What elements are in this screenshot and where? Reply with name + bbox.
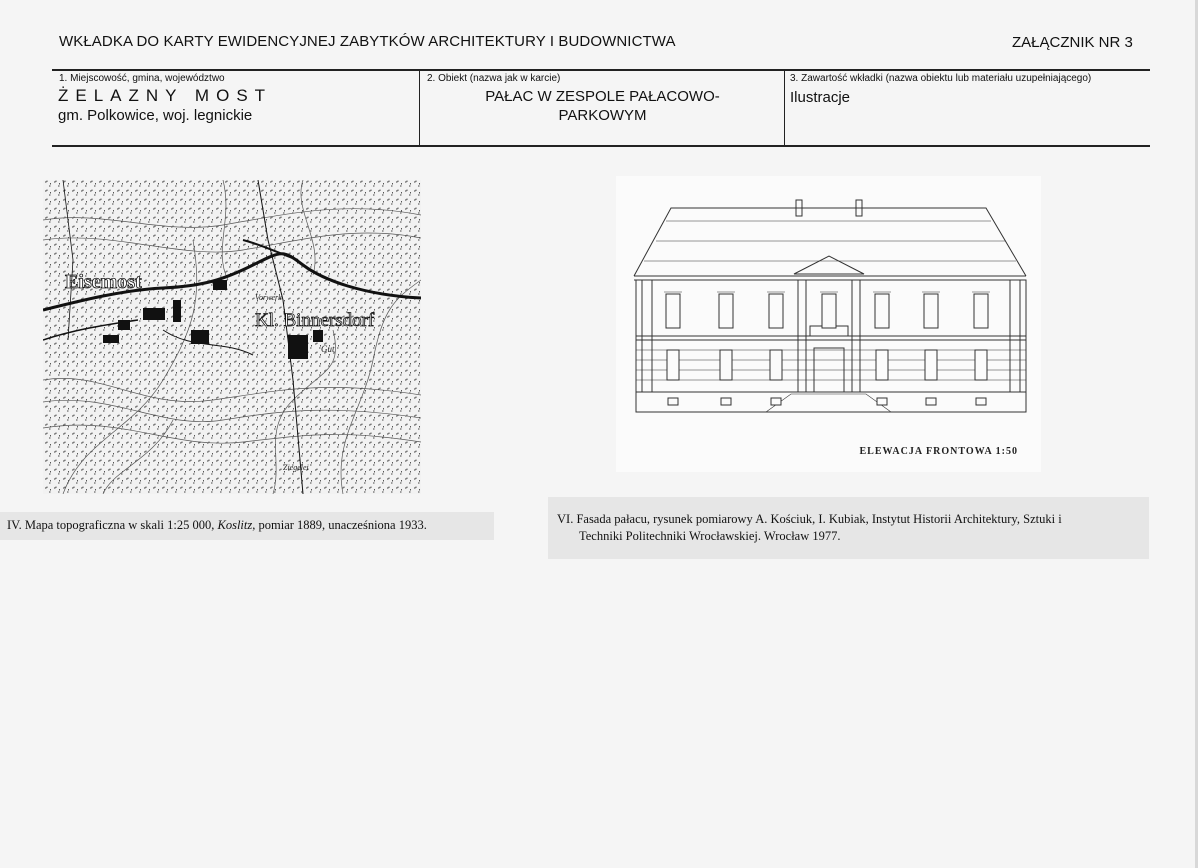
facade-caption-line1: VI. Fasada pałacu, rysunek pomiarowy A. Kościuk, I. Kubiak, Instytut Historii Architektury, Sztuki i xyxy=(557,512,1062,526)
location-cell xyxy=(52,71,419,145)
sheet-title: WKŁADKA DO KARTY EWIDENCYJNEJ ZABYTKÓW ARCHITEKTURY I BUDOWNICTWA xyxy=(59,33,676,50)
facade-caption xyxy=(548,497,1149,559)
map-label-gut: Gut xyxy=(321,344,335,354)
map-label-eisemost: Eisemost xyxy=(65,271,142,293)
map-caption-italic: Koslitz xyxy=(217,518,253,532)
topographic-map-image xyxy=(43,180,421,494)
commune-name: gm. Polkowice, woj. legnickie xyxy=(58,107,253,124)
object-cell xyxy=(419,71,785,145)
object-name-line1: PAŁAC W ZESPOLE PAŁACOWO- xyxy=(485,88,720,105)
place-name: ŻELAZNY MOST xyxy=(58,86,273,105)
palace-facade-drawing xyxy=(616,176,1041,472)
map-caption xyxy=(0,512,494,540)
object-name-line2: PARKOWYM xyxy=(558,107,647,124)
map-label-ziegelei: Ziegelei xyxy=(283,463,309,472)
facade-drawing-caption: ELEWACJA FRONTOWA 1:50 xyxy=(859,446,1018,457)
content-label: 3. Zawartość wkładki (nazwa obiektu lub materiału uzupełniającego) xyxy=(790,73,1092,84)
content-cell xyxy=(784,71,1151,145)
map-label-binnersdorf: Kl. Binnersdorf xyxy=(255,310,375,331)
info-table xyxy=(52,69,1150,147)
facade-caption-line2: Techniki Politechniki Wrocławskiej. Wrocław 1977. xyxy=(579,529,841,543)
content-value: Ilustracje xyxy=(790,89,851,106)
map-caption-post: , pomiar 1889, unacześniona 1933. xyxy=(252,518,427,532)
location-label: 1. Miejscowość, gmina, województwo xyxy=(59,73,225,84)
object-name xyxy=(420,87,785,125)
annex-number: ZAŁĄCZNIK NR 3 xyxy=(1012,34,1133,51)
map-label-vorwerk: Vorwerk xyxy=(255,293,282,302)
map-caption-pre: IV. Mapa topograficzna w skali 1:25 000, xyxy=(7,518,218,532)
object-label: 2. Obiekt (nazwa jak w karcie) xyxy=(427,73,561,84)
